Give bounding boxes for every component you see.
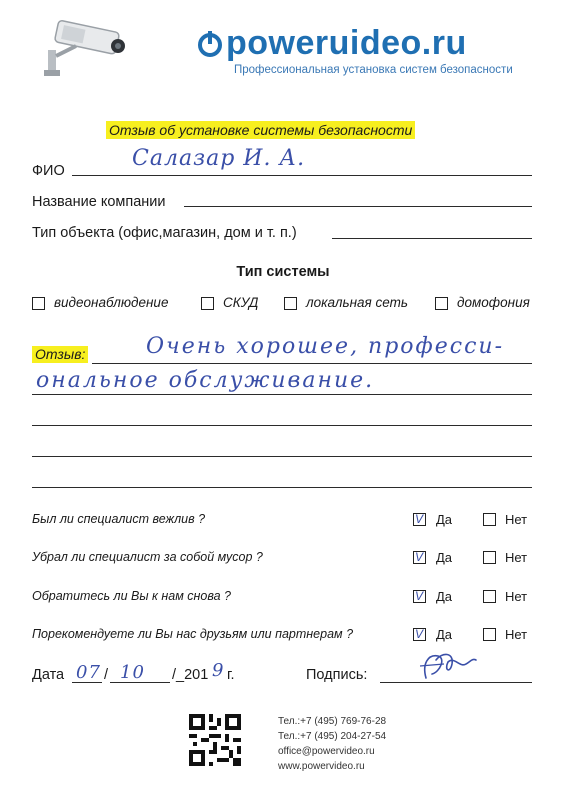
company-label: Название компании [32,194,166,210]
checkbox-lan-label: локальная сеть [306,295,408,310]
contact-phone-1: Тел.:+7 (495) 769-76-28 [278,716,387,727]
date-label: Дата [32,667,65,683]
question-recommend-check-mark: V [415,627,424,641]
contact-email[interactable]: office@powervideo.ru [278,746,375,757]
question-return-no-checkbox[interactable] [483,590,496,603]
object-type-label: Тип объекта (офис,магазин, дом и т. п.) [32,225,297,241]
question-cleanup-no-checkbox[interactable] [483,551,496,564]
signature-label: Подпись: [306,667,368,683]
date-day-value[interactable]: 07 [76,662,101,683]
question-return-no-label: Нет [505,589,528,604]
handwritten-signature [414,646,484,686]
object-type-line[interactable] [332,238,532,239]
review-text-line-2[interactable]: ональное обслуживание. [36,368,375,393]
fio-label: ФИО [32,163,65,179]
power-logo-icon [196,30,224,58]
review-text-line-1[interactable]: Очень хорошее, професси- [146,334,505,359]
question-return: Обратитесь ли Вы к нам снова ? [32,589,231,603]
review-label: Отзыв: [32,346,88,363]
tagline: Профессиональная установка систем безопасности [234,64,513,76]
form-title: Отзыв об установке системы безопасности [106,121,415,139]
date-year-prefix: /_201 [172,667,209,683]
checkbox-intercom-label: домофония [457,295,530,310]
question-cleanup-no-label: Нет [505,550,528,565]
question-cleanup-yes-label: Да [436,550,453,565]
question-return-check-mark: V [415,589,424,603]
company-line[interactable] [184,206,532,207]
question-polite-check-mark: V [415,512,424,526]
question-polite: Был ли специалист вежлив ? [32,512,206,526]
review-line-2 [32,394,532,395]
qr-code-icon [189,714,241,766]
system-type-title: Тип системы [236,264,330,280]
review-line-5 [32,487,532,488]
checkbox-lan[interactable] [284,297,297,310]
brand-logo-text: poweruideo.ru [226,24,467,62]
contact-phone-2: Тел.:+7 (495) 204-27-54 [278,731,387,742]
question-polite-no-label: Нет [505,512,528,527]
security-camera-icon [38,16,134,78]
question-recommend: Порекомендуете ли Вы нас друзьям или партнерам ? [32,627,354,641]
date-separator: / [104,667,109,683]
question-cleanup-check-mark: V [415,550,424,564]
checkbox-video-label: видеонаблюдение [54,295,169,310]
question-return-yes-label: Да [436,589,453,604]
question-polite-no-checkbox[interactable] [483,513,496,526]
review-line-1 [92,363,532,364]
fio-line [72,175,532,176]
checkbox-video[interactable] [32,297,45,310]
review-line-4 [32,456,532,457]
question-polite-yes-label: Да [436,512,453,527]
checkbox-intercom[interactable] [435,297,448,310]
date-year-digit[interactable]: 9 [212,660,225,681]
date-year-suffix: г. [227,667,235,683]
fio-value[interactable]: Салазар И. А. [132,146,306,171]
checkbox-skud[interactable] [201,297,214,310]
question-recommend-no-label: Нет [505,627,528,642]
date-month-value[interactable]: 10 [120,662,145,683]
review-line-3 [32,425,532,426]
question-recommend-yes-label: Да [436,627,453,642]
question-recommend-no-checkbox[interactable] [483,628,496,641]
question-cleanup: Убрал ли специалист за собой мусор ? [32,550,263,564]
checkbox-skud-label: СКУД [223,295,259,310]
contact-website[interactable]: www.powervideo.ru [278,761,365,772]
